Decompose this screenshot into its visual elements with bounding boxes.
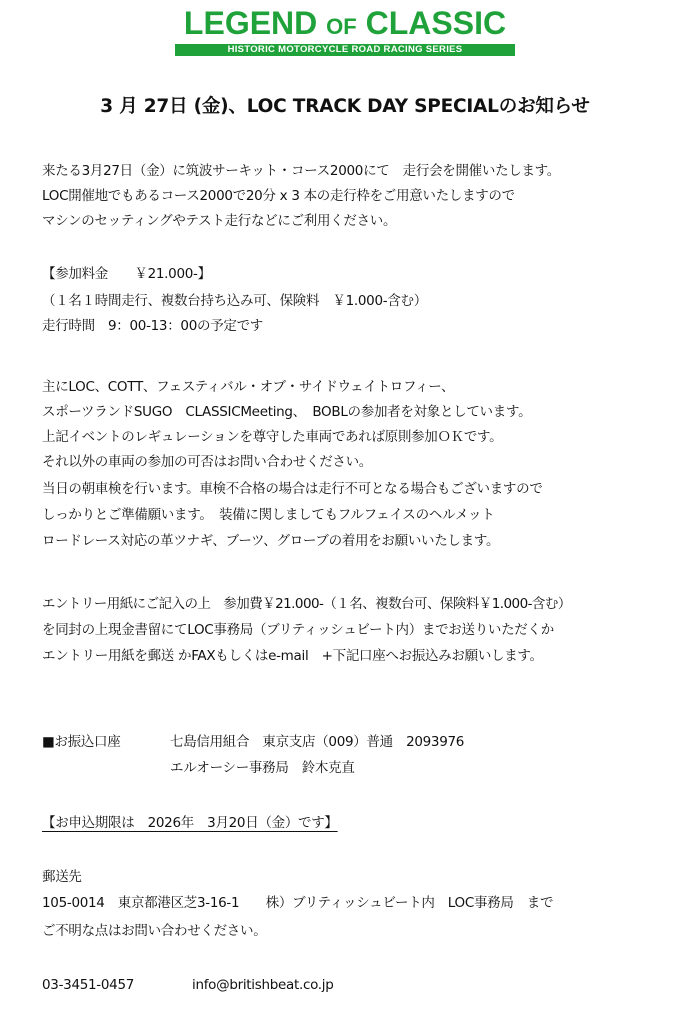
logo-word-classic: CLASSIC: [365, 5, 507, 41]
legend-of-classic-logo: [0, 5, 690, 56]
eligibility-line-2: スポーツランドSUGO CLASSICMeeting、 BOBLの参加者を対象としています。: [42, 404, 532, 420]
entry-line-1: エントリー用紙にご記入の上 参加費￥21.000-（１名、複数台可、保険料￥1.000-含む）: [42, 596, 571, 612]
intro-line-2: LOC開催地でもあるコース2000で20分 x 3 本の走行枠をご用意いたしますので: [42, 188, 515, 204]
logo-word-legend: LEGEND: [183, 5, 318, 41]
logo-subtitle: HISTORIC MOTORCYCLE ROAD RACING SERIES: [175, 44, 515, 56]
run-time: 走行時間 9：00-13：00の予定です: [42, 318, 263, 334]
contact-email[interactable]: info@britishbeat.co.jp: [192, 977, 334, 993]
eligibility-line-6: しっかりとご準備願います。 装備に関しましてもフルフェイスのヘルメット: [42, 507, 495, 523]
eligibility-line-3: 上記イベントのレギュレーションを尊守した車両であれば原則参加ＯＫです。: [42, 429, 503, 445]
bank-label: ■お振込口座: [42, 734, 121, 750]
entry-line-2: を同封の上現金書留にてLOC事務局（ブリティッシュビート内）までお送りいただくか: [42, 622, 554, 638]
contact-phone: 03-3451-0457: [42, 977, 135, 993]
bank-account-holder: エルオーシー事務局 鈴木克直: [170, 760, 355, 776]
eligibility-line-7: ロードレース対応の革ツナギ、ブーツ、グローブの着用をお願いいたします。: [42, 533, 500, 549]
mail-heading: 郵送先: [42, 869, 82, 885]
eligibility-line-1: 主にLOC、COTT、フェスティバル・オブ・サイドウェイトロフィー、: [42, 379, 455, 395]
page-title: 3 月 27日 (金)、LOC TRACK DAY SPECIALのお知らせ: [100, 96, 590, 117]
intro-line-3: マシンのセッティングやテスト走行などにご利用ください。: [42, 213, 397, 229]
eligibility-line-4: それ以外の車両の参加の可否はお問い合わせください。: [42, 454, 372, 470]
logo-word-of: OF: [326, 14, 357, 39]
deadline-notice: 【お申込期限は 2026年 3月20日（金）です】: [42, 815, 338, 831]
bank-account-line: 七島信用組合 東京支店（009）普通 2093976: [170, 734, 465, 750]
logo-wordmark: [183, 5, 507, 42]
mail-address: 105-0014 東京都港区芝3-16-1 株）ブリティッシュビート内 LOC事務局 まで: [42, 895, 554, 911]
eligibility-line-5: 当日の朝車検を行います。車検不合格の場合は走行不可となる場合もございますので: [42, 481, 543, 497]
fee-detail: （１名１時間走行、複数台持ち込み可、保険料 ￥1.000-含む）: [42, 293, 427, 309]
fee-heading: 【参加料金 ￥21.000-】: [42, 266, 211, 282]
inquiry-note: ご不明な点はお問い合わせください。: [42, 923, 267, 939]
intro-line-1: 来たる3月27日（金）に筑波サーキット・コース2000にて 走行会を開催いたします。: [42, 163, 560, 179]
entry-line-3: エントリー用紙を郵送 かFAXもしくはe-mail +下記口座へお振込みお願いします。: [42, 648, 543, 664]
